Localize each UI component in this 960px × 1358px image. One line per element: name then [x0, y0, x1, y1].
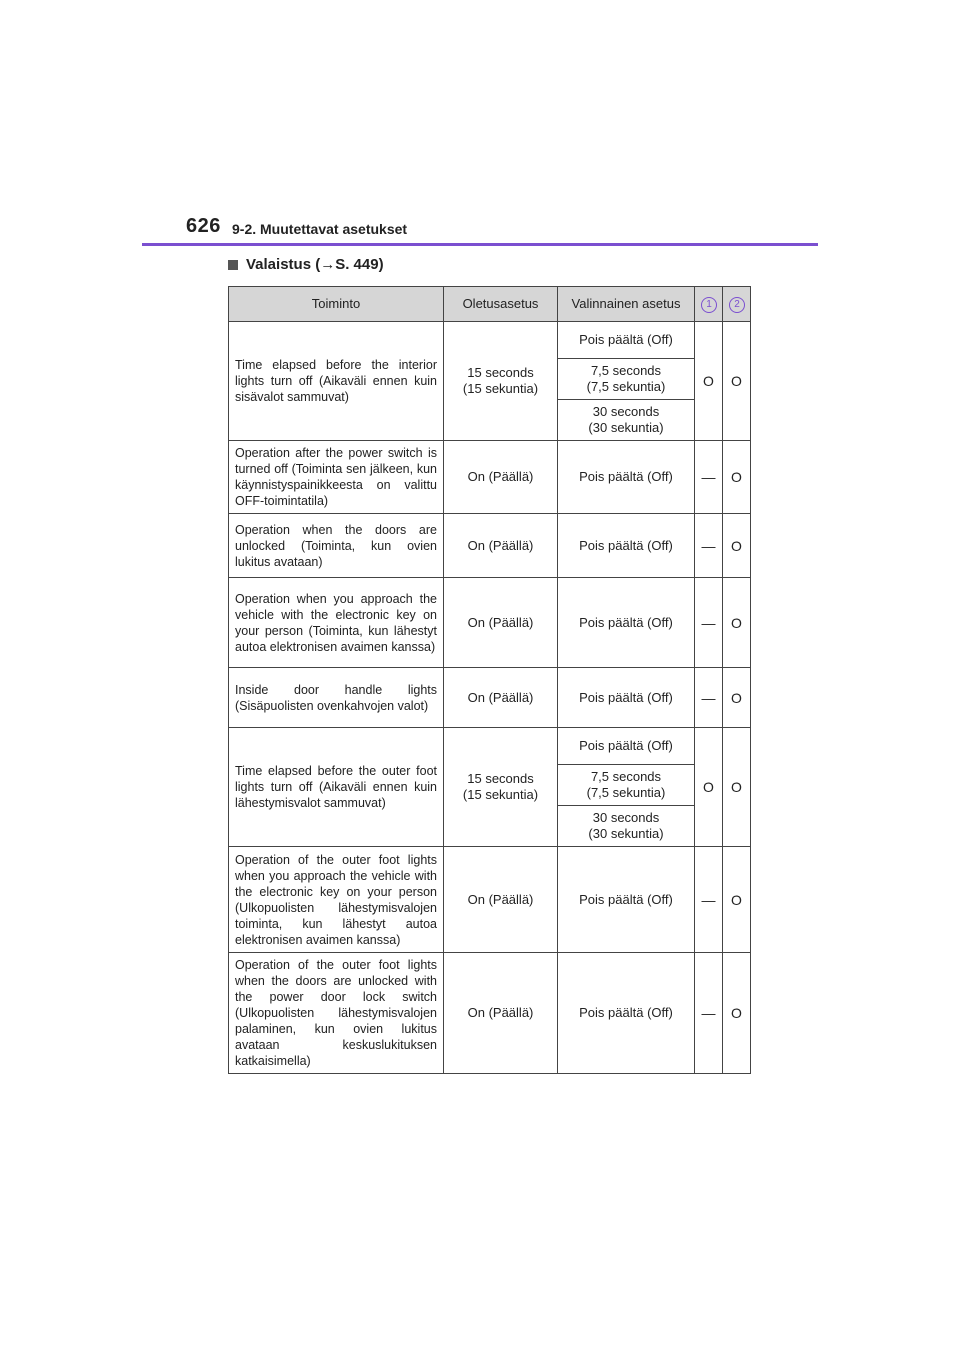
table-row: [229, 322, 751, 359]
page-number: 626: [186, 215, 221, 237]
mark-cell-c1: —: [695, 953, 723, 1074]
option-cell: Pois päältä (Off): [558, 322, 695, 359]
chapter-title: 9-2. Muutettavat asetukset: [232, 221, 408, 237]
section-heading: [228, 256, 384, 273]
header-divider: [142, 243, 818, 246]
mark-cell-c2: O: [723, 441, 751, 514]
square-bullet-icon: [228, 260, 238, 270]
default-cell: 15 seconds (15 sekuntia): [444, 322, 558, 441]
header-optional: Valinnainen asetus: [558, 287, 695, 322]
header-function: Toiminto: [229, 287, 444, 322]
default-cell: On (Päällä): [444, 953, 558, 1074]
table-row: [229, 668, 751, 728]
mark-cell-c2: O: [723, 728, 751, 847]
option-cell: Pois päältä (Off): [558, 728, 695, 765]
mark-cell-c2: O: [723, 578, 751, 668]
function-cell: Operation when you approach the vehicle with the electronic key on your person (Toiminta, kun lähestyt autoa elektronisen avaimen kanssa): [229, 578, 444, 668]
option-cell: 7,5 seconds (7,5 sekuntia): [558, 765, 695, 806]
option-cell: Pois päältä (Off): [558, 953, 695, 1074]
option-cell: 7,5 seconds (7,5 sekuntia): [558, 359, 695, 400]
mark-cell-c1: —: [695, 514, 723, 578]
circled-two-icon: 2: [729, 297, 745, 313]
mark-cell-c1: —: [695, 578, 723, 668]
mark-cell-c1: O: [695, 728, 723, 847]
option-cell: 30 seconds (30 sekuntia): [558, 806, 695, 847]
option-cell: Pois päältä (Off): [558, 441, 695, 514]
function-cell: Inside door handle lights (Sisäpuolisten ovenkahvojen valot): [229, 668, 444, 728]
default-cell: On (Päällä): [444, 847, 558, 953]
option-cell: Pois päältä (Off): [558, 668, 695, 728]
table-row: [229, 953, 751, 1074]
mark-cell-c2: O: [723, 953, 751, 1074]
default-cell: On (Päällä): [444, 578, 558, 668]
mark-cell-c1: —: [695, 441, 723, 514]
default-cell: 15 seconds (15 sekuntia): [444, 728, 558, 847]
table-row: [229, 514, 751, 578]
mark-cell-c1: —: [695, 847, 723, 953]
mark-cell-c1: —: [695, 668, 723, 728]
header-col1: [695, 287, 723, 322]
section-title: Valaistus (→S. 449): [246, 256, 384, 273]
circled-one-icon: 1: [701, 297, 717, 313]
function-cell: Operation when the doors are unlocked (Toiminta, kun ovien lukitus avataan): [229, 514, 444, 578]
default-cell: On (Päällä): [444, 441, 558, 514]
function-cell: Time elapsed before the outer foot lights turn off (Aikaväli ennen kuin lähestymisvalot sammuvat): [229, 728, 444, 847]
option-cell: Pois päältä (Off): [558, 578, 695, 668]
function-cell: Operation of the outer foot lights when you approach the vehicle with the electronic key on your person (Ulkopuolisten lähestymisvalojen toiminta, kun lähestyt autoa elektronisen avaimen kanssa): [229, 847, 444, 953]
table-row: [229, 578, 751, 668]
mark-cell-c1: O: [695, 322, 723, 441]
default-cell: On (Päällä): [444, 668, 558, 728]
header-col2: [723, 287, 751, 322]
table-header-row: [229, 287, 751, 322]
option-cell: 30 seconds (30 sekuntia): [558, 400, 695, 441]
table-body: [229, 322, 751, 1074]
table-row: [229, 847, 751, 953]
option-cell: Pois päältä (Off): [558, 514, 695, 578]
default-cell: On (Päällä): [444, 514, 558, 578]
mark-cell-c2: O: [723, 322, 751, 441]
option-cell: Pois päältä (Off): [558, 847, 695, 953]
mark-cell-c2: O: [723, 668, 751, 728]
settings-table: [228, 286, 751, 1074]
function-cell: Time elapsed before the interior lights turn off (Aikaväli ennen kuin sisävalot sammuvat): [229, 322, 444, 441]
table-row: [229, 728, 751, 765]
mark-cell-c2: O: [723, 847, 751, 953]
function-cell: Operation of the outer foot lights when the doors are unlocked with the power door lock switch (Ulkopuolisten lähestymisvalojen palaminen, kun ovien lukitus avataan keskuslukituksen katkaisimella): [229, 953, 444, 1074]
function-cell: Operation after the power switch is turned off (Toiminta sen jälkeen, kun käynnistyspainikkeesta on valittu OFF-toimintatila): [229, 441, 444, 514]
mark-cell-c2: O: [723, 514, 751, 578]
header-default: Oletusasetus: [444, 287, 558, 322]
table-row: [229, 441, 751, 514]
